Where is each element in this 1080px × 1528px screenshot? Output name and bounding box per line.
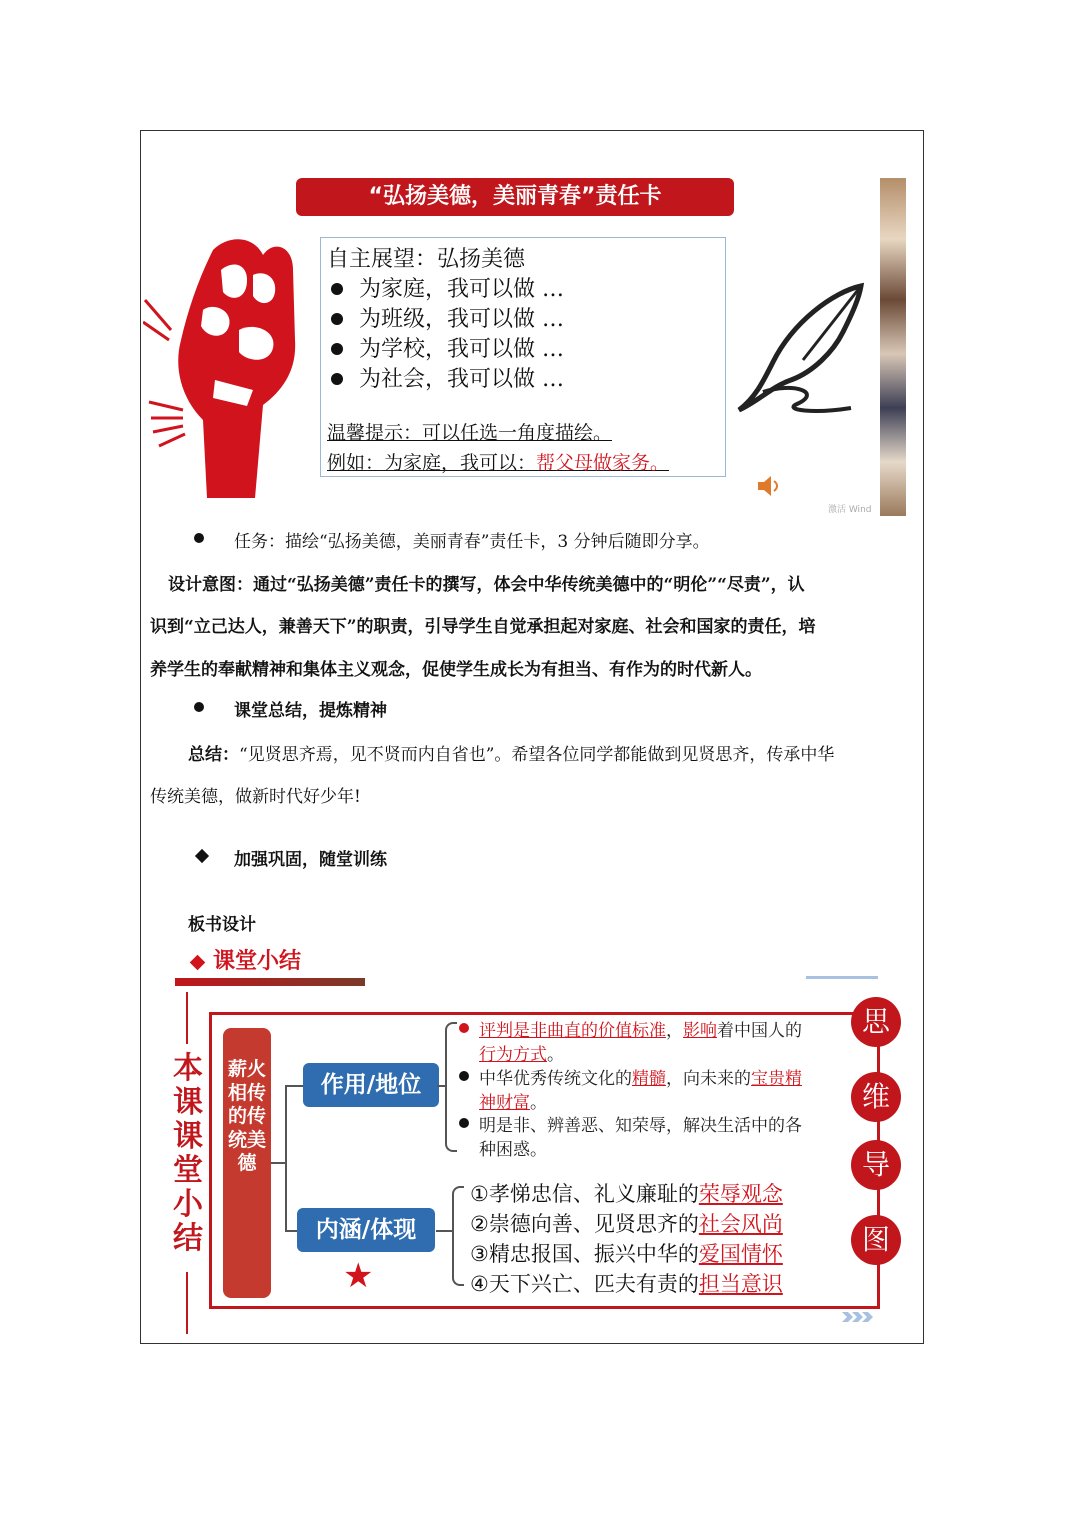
connector xyxy=(436,1230,453,1232)
card-title-banner: “弘扬美德，美丽青春”责任卡 xyxy=(296,178,734,216)
brace xyxy=(445,1022,457,1152)
meaning-button: 内涵/体现 xyxy=(297,1208,435,1252)
speaker-icon[interactable] xyxy=(756,474,782,498)
lesson-summary-label: 本课课堂小结 xyxy=(173,1051,203,1256)
title-band xyxy=(175,978,365,986)
connector xyxy=(271,1162,285,1164)
watermark: 激活 Wind xyxy=(828,505,872,515)
bullet-dot xyxy=(459,1023,469,1033)
mind-map-char: 思 xyxy=(851,997,901,1047)
connector xyxy=(285,1085,287,1231)
class-summary-title: 课堂小结 xyxy=(192,944,301,975)
chevrons-icon xyxy=(842,1310,882,1324)
bullet-dot xyxy=(459,1118,469,1128)
design-intent-line: 设计意图：通过“弘扬美德”责任卡的撰写，体会中华传统美德中的“明伦”“尽责”，认 xyxy=(168,575,805,595)
board-design-label: 板书设计 xyxy=(188,915,256,935)
card-example: 例如：为家庭，我可以：帮父母做家务。 xyxy=(327,452,670,474)
practice-heading: 加强巩固，随堂训练 xyxy=(234,850,387,870)
meaning-line: ②崇德向善、见贤思齐的社会风尚 xyxy=(470,1212,783,1236)
virtue-vertical-label: 薪火相传的传统美德 xyxy=(223,1028,271,1298)
card-item: 为班级，我可以做 … xyxy=(327,302,564,333)
design-intent-line: 养学生的奉献精神和集体主义观念，促使学生成长为有担当、有作为的时代新人。 xyxy=(150,660,762,680)
mind-map-char: 图 xyxy=(851,1215,901,1265)
role-line: 明是非、辨善恶、知荣辱，解决生活中的各 xyxy=(479,1116,802,1136)
card-item: 为学校，我可以做 … xyxy=(327,332,564,363)
card-tip: 温馨提示：可以任选一角度描绘。 xyxy=(327,422,613,444)
left-rule-top xyxy=(186,992,188,1044)
meaning-line: ①孝悌忠信、礼义廉耻的荣辱观念 xyxy=(470,1182,783,1206)
design-intent-line: 识到“立己达人，兼善天下”的职责，引导学生自觉承担起对家庭、社会和国家的责任，培 xyxy=(150,617,816,637)
star-icon: ★ xyxy=(343,1256,374,1296)
role-line: 中华优秀传统文化的精髓，向未来的宝贵精 xyxy=(479,1069,802,1089)
mind-map-char: 维 xyxy=(851,1072,901,1122)
role-line: 种困惑。 xyxy=(479,1140,547,1160)
meaning-line: ③精忠报国、振兴中华的爱国情怀 xyxy=(470,1242,783,1266)
bullet-dot xyxy=(459,1071,469,1081)
responsibility-card xyxy=(320,237,726,477)
role-line: 行为方式。 xyxy=(479,1045,564,1065)
left-rule-bottom xyxy=(186,1272,188,1334)
role-line: 评判是非曲直的价值标准，影响着中国人的 xyxy=(479,1021,802,1041)
quill-icon xyxy=(733,282,865,422)
card-item: 为家庭，我可以做 … xyxy=(327,272,564,303)
connector xyxy=(437,1085,446,1087)
summary-line: 传统美德，做新时代好少年! xyxy=(150,787,361,807)
mind-map-char: 导 xyxy=(851,1140,901,1190)
role-status-button: 作用/地位 xyxy=(303,1063,439,1107)
title-band-right xyxy=(806,976,878,979)
side-image-strip xyxy=(880,178,906,516)
connector xyxy=(285,1085,304,1087)
role-line: 神财富。 xyxy=(479,1093,547,1113)
task-text: 任务：描绘“弘扬美德，美丽青春”责任卡，3 分钟后随即分享。 xyxy=(234,532,710,552)
card-item: 为社会，我可以做 … xyxy=(327,362,564,393)
fist-illustration xyxy=(143,230,313,502)
brace xyxy=(452,1186,464,1286)
connector xyxy=(285,1230,297,1232)
summary-heading: 课堂总结，提炼精神 xyxy=(234,701,387,721)
bullet-dot xyxy=(194,702,204,712)
bullet-dot xyxy=(194,533,204,543)
card-heading: 自主展望：弘扬美德 xyxy=(327,247,526,272)
summary-line: 总结：“见贤思齐焉，见不贤而内自省也”。希望各位同学都能做到见贤思齐，传承中华 xyxy=(188,745,835,765)
meaning-line: ④天下兴亡、匹夫有责的担当意识 xyxy=(470,1272,783,1296)
